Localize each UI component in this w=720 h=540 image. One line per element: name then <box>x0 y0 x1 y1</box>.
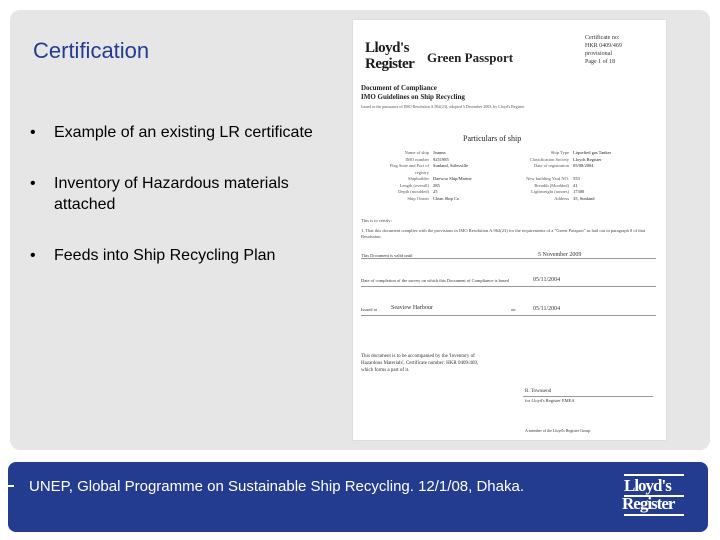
accompany-text: This document is to be accompanied by the 'Inventory of Hazardous Materials', Certificate number: HKR 0409/469, which forms a part of it. <box>361 354 479 373</box>
bullet-item <box>30 173 330 215</box>
table-row: Depth (moulded) 25 Lightweight (tonnes) 17300 <box>398 189 585 194</box>
bullet-text: Example of an existing LR certificate <box>54 124 313 141</box>
signatory-name: R. Townsend <box>525 389 552 394</box>
bullet-marker: • <box>30 175 36 192</box>
slide-title: Certification <box>33 38 150 63</box>
bullet-text: Feeds into Ship Recycling Plan <box>54 247 276 264</box>
table-row: Length (overall) 285 Breadth (Moulded) 41 <box>399 182 578 188</box>
on-date: 05/11/2004 <box>533 306 561 312</box>
bullet-marker: • <box>30 124 36 141</box>
divider <box>361 286 656 287</box>
document-title: Document of Compliance IMO Guidelines on Ship Recycling <box>361 84 465 101</box>
footer-bar <box>8 462 708 532</box>
table-row: Shipbuilder Daewoo Ship/Marine New building Yard NO. 553 <box>408 176 580 181</box>
footer-accent-line <box>0 485 14 487</box>
divider <box>361 258 656 259</box>
issued-at-place: Seaview Harbour <box>391 305 433 311</box>
bullet-item <box>30 122 330 143</box>
bullet-item <box>30 245 330 266</box>
footer-text: UNEP, Global Programme on Sustainable Ship Recycling. 12/1/08, Dhaka. <box>29 478 524 495</box>
on-label: on <box>511 307 516 312</box>
signature-line <box>523 396 653 397</box>
logo-bar <box>624 514 684 516</box>
bullet-text: Inventory of Hazardous materials attached <box>54 175 289 213</box>
issued-at-label: Issued at <box>361 307 377 312</box>
certify-text: 1. That this document complies with the provisions in IMO Resolution A.962(23) for the requirements of a "Green Passport" as laid out in paragraph 8 of that Resolution. <box>361 228 646 239</box>
valid-label: This Document is valid until <box>361 253 413 258</box>
logo-word-1: Lloyd's <box>624 476 671 495</box>
table-row: Name of ship Joanna Ship Type Liquefied gas Tanker <box>404 150 612 155</box>
lloyds-register-logo-small: Lloyd's Register <box>365 40 415 72</box>
particulars-table <box>389 150 659 202</box>
certificate-image <box>353 20 666 440</box>
table-row: Ship Owner Clean Ship Co Address 35, Sunland <box>407 195 595 201</box>
particulars-title: Particulars of ship <box>463 134 522 143</box>
divider <box>361 315 656 316</box>
certificate-heading: Green Passport <box>427 50 514 65</box>
issued-text: Issued in the pursuance of IMO Resolution A.962(23), adopted 5 December 2003, by Lloyd's Register <box>361 104 525 109</box>
survey-label: Date of completion of the survey on which this Document of Compliance is based <box>361 278 509 283</box>
member-text: A member of the Lloyd's Register Group <box>525 428 591 433</box>
table-row: Flag State and Port of registry Sunland, Stilesville Date of registration 05/08/2004 <box>389 163 594 175</box>
certify-label: This is to certify: <box>361 218 392 223</box>
signatory-title: for Lloyd's Register EMEA <box>525 398 575 403</box>
valid-date: 5 November 2009 <box>538 252 582 258</box>
lloyds-register-logo <box>620 470 688 518</box>
bullet-marker: • <box>30 247 36 264</box>
certificate-number-block: Certificate no: HKR 0409/469 provisional Page 1 of 18 <box>585 35 622 65</box>
bullet-list <box>30 122 330 296</box>
logo-word-2: Register <box>622 494 675 513</box>
survey-date: 05/11/2004 <box>533 277 561 283</box>
table-row: IMO number 9251985 Classification Society Lloyds Register <box>405 156 602 162</box>
